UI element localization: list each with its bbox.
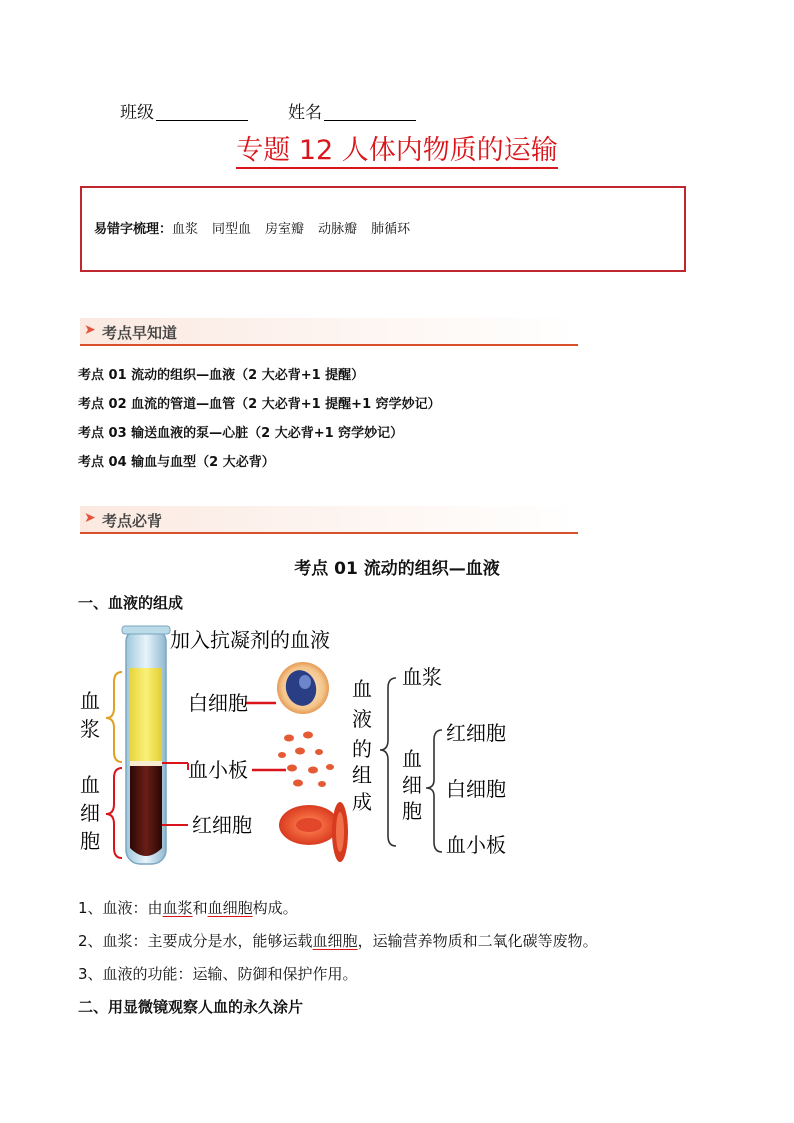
typo-word: 同型血 bbox=[212, 222, 252, 237]
kaodian-item: 考点 04 输血与血型（2 大必背） bbox=[78, 455, 275, 470]
arrow-icon: ➤ bbox=[84, 510, 96, 526]
composition-char: 组 bbox=[352, 763, 372, 787]
blood-composition-diagram bbox=[76, 620, 526, 880]
platelet-illustration bbox=[278, 732, 334, 788]
typo-tip-line bbox=[94, 218, 424, 237]
plasma-node: 血浆 bbox=[402, 665, 442, 689]
cell-type-rbc: 红细胞 bbox=[446, 721, 506, 745]
left-cells-char: 胞 bbox=[80, 829, 100, 853]
composition-char: 液 bbox=[352, 707, 372, 731]
page-title: 专题 12 人体内物质的运输 bbox=[0, 128, 794, 167]
wbc-illustration bbox=[277, 662, 329, 714]
test-tube bbox=[122, 626, 170, 864]
underlined-term: 血浆 bbox=[162, 899, 193, 917]
class-label: 班级 bbox=[120, 103, 154, 123]
left-plasma-char: 血 bbox=[80, 689, 100, 713]
arrow-icon: ➤ bbox=[84, 322, 96, 338]
blood-cell-layer bbox=[130, 764, 162, 856]
cells-bracket bbox=[106, 768, 122, 858]
rbc-illustration bbox=[279, 802, 348, 862]
name-field-line bbox=[288, 98, 416, 123]
cells-node-char: 胞 bbox=[402, 799, 422, 823]
typo-tip-box bbox=[80, 186, 686, 272]
plasma-bracket bbox=[106, 672, 122, 762]
class-field-line bbox=[120, 98, 248, 123]
wbc-label: 白细胞 bbox=[188, 691, 248, 715]
typo-word: 肺循环 bbox=[371, 222, 411, 237]
rbc-label: 红细胞 bbox=[192, 813, 252, 837]
buffy-coat bbox=[130, 761, 162, 766]
left-plasma-char: 浆 bbox=[80, 717, 100, 741]
platelet-label: 血小板 bbox=[188, 758, 248, 782]
point-3: 3、血液的功能：运输、防御和保护作用。 bbox=[78, 965, 358, 983]
kaodian-heading: 考点 01 流动的组织—血液 bbox=[294, 559, 500, 579]
kaodian-item: 考点 03 输送血液的泵—心脏（2 大必背+1 窍学妙记） bbox=[78, 426, 404, 441]
underlined-term: 血细胞 bbox=[207, 899, 253, 917]
left-cells-char: 血 bbox=[80, 773, 100, 797]
cell-type-wbc: 白细胞 bbox=[446, 777, 506, 801]
section-header-kaodian-overview bbox=[80, 318, 578, 346]
cell-type-platelet: 血小板 bbox=[446, 833, 506, 857]
point-1: 1、血液：由血浆和血细胞构成。 bbox=[78, 899, 298, 917]
underlined-term: 血细胞 bbox=[312, 932, 358, 950]
plasma-layer bbox=[130, 668, 162, 764]
name-blank bbox=[324, 102, 416, 121]
left-cells-char: 细 bbox=[80, 801, 100, 825]
section-title: 考点必背 bbox=[102, 512, 163, 530]
composition-char: 的 bbox=[352, 737, 372, 761]
subheading-microscope: 二、用显微镜观察人血的永久涂片 bbox=[78, 998, 304, 1016]
section-title: 考点早知道 bbox=[102, 324, 178, 342]
kaodian-item: 考点 02 血流的管道—血管（2 大必背+1 提醒+1 窍学妙记） bbox=[78, 397, 441, 412]
typo-word: 动脉瓣 bbox=[318, 222, 358, 237]
subheading-blood-composition: 一、血液的组成 bbox=[78, 594, 184, 612]
cells-node-char: 细 bbox=[402, 773, 422, 797]
name-label: 姓名 bbox=[288, 103, 322, 123]
kaodian-item: 考点 01 流动的组织—血液（2 大必背+1 提醒） bbox=[78, 368, 365, 383]
composition-char: 血 bbox=[352, 677, 372, 701]
composition-char: 成 bbox=[352, 790, 372, 814]
diagram-caption: 加入抗凝剂的血液 bbox=[170, 628, 330, 652]
section-header-must-memorize bbox=[80, 506, 578, 534]
cells-node-char: 血 bbox=[402, 747, 422, 771]
typo-word: 血浆 bbox=[172, 222, 199, 237]
typo-tip-label: 易错字梳理： bbox=[94, 222, 173, 237]
point-2: 2、血浆：主要成分是水，能够运载血细胞，运输营养物质和二氧化碳等废物。 bbox=[78, 932, 598, 950]
class-blank bbox=[156, 102, 248, 121]
typo-word: 房室瓣 bbox=[265, 222, 305, 237]
